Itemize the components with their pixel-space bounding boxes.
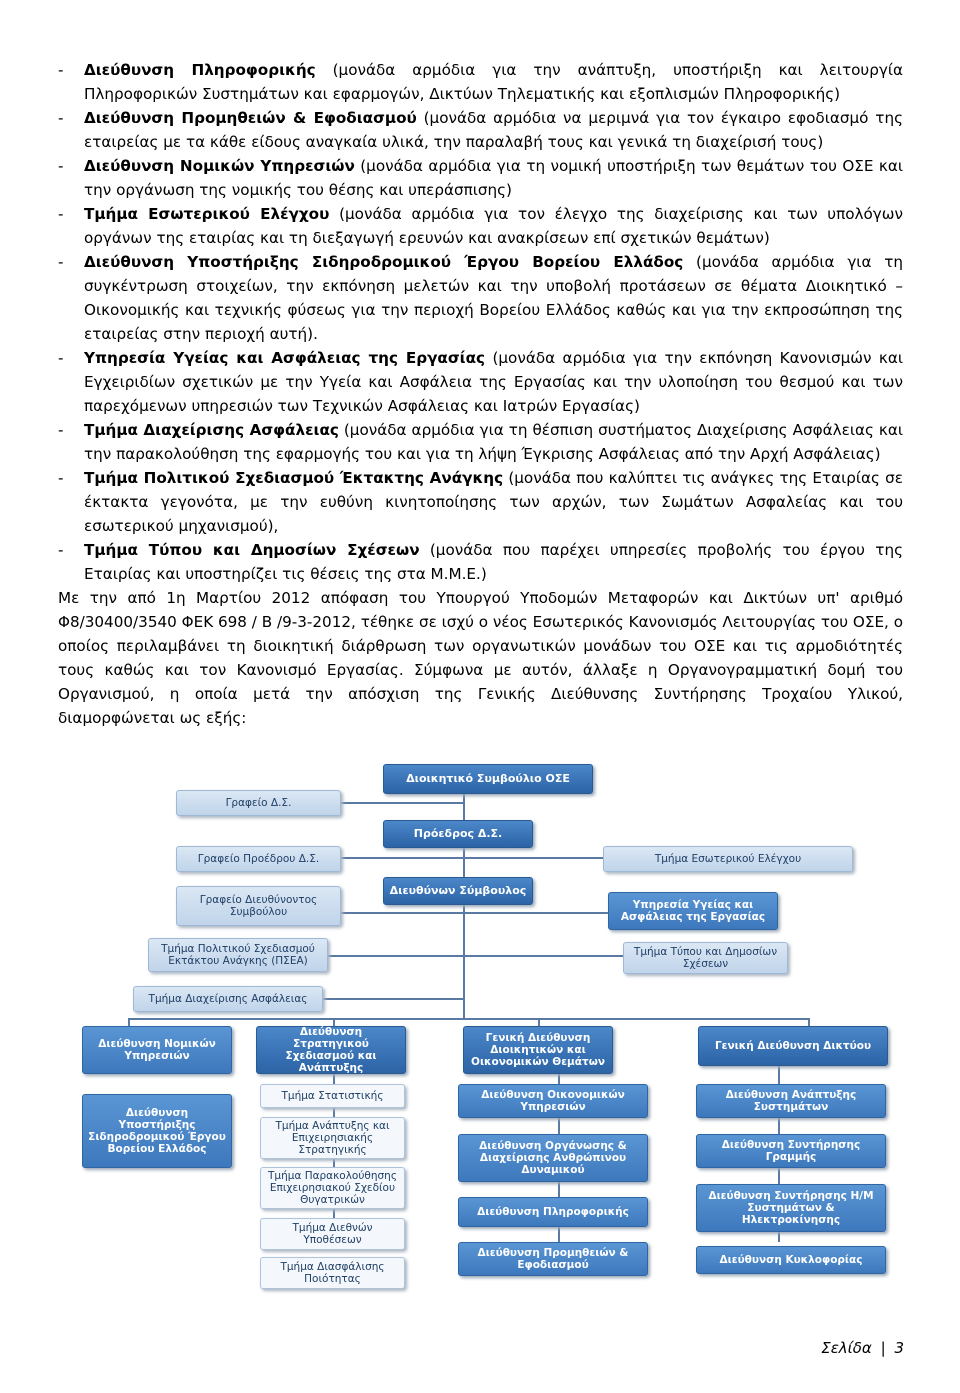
legal-box: Διεύθυνση Νομικών Υπηρεσιών [82, 1026, 232, 1074]
footer-label: Σελίδα [821, 1339, 872, 1357]
list-item: - Διεύθυνση Υποστήριξης Σιδηροδρομικού Έργου Βορείου Ελλάδος (μονάδα αρμόδια για τη συγκέντρωση στοιχείων, την εκπόνηση μελετών και την υποβολή προτάσεων σε θέματα Διοικητικό – Οικονομικής και τεχνικής φύσεως για την περιοχή Βορείου Ελλάδος καθώς και για την εκπροσώπηση της εταιρείας στην περιοχή αυτή). [58, 253, 903, 343]
safety-mgmt-box: Τμήμα Διαχείρισης Ασφάλειας [133, 986, 323, 1012]
footer-separator: | [880, 1339, 886, 1357]
ceo-office-box: Γραφείο Διευθύνοντος Συμβούλου [176, 886, 341, 926]
list-item: - Διεύθυνση Νομικών Υπηρεσιών (μονάδα αρμόδια για τη νομική υποστήριξη των θεμάτων του ΟΣΕ και την οργάνωση της νομικής του θέσης και υπεράσπισης) [58, 157, 903, 199]
network-unit-box: Διεύθυνση Συντήρησης Η/Μ Συστημάτων & Ηλεκτροκίνησης [696, 1184, 886, 1232]
strategic-unit-box: Τμήμα Ανάπτυξης και Επιχειρησιακής Στρατηγικής [260, 1117, 405, 1159]
network-unit-box: Διεύθυνση Κυκλοφορίας [696, 1246, 886, 1274]
civil-emergency-box: Τμήμα Πολιτικού Σχεδιασμού Εκτάκτου Ανάγκης (ΠΣΕΑ) [148, 938, 328, 972]
list-item: - Τμήμα Πολιτικού Σχεδιασμού Έκτακτης Ανάγκης (μονάδα που καλύπτει τις ανάγκες της Εταιρίας σε έκτακτα γεγονότα, με την ευθύνη κινητοποίησης των αρχών, των Σωμάτων Ασφαλείας και του εσωτερικού μηχανισμού), [58, 469, 904, 535]
chairman-box: Πρόεδρος Δ.Σ. [383, 820, 533, 848]
health-safety-box: Υπηρεσία Υγείας και Ασφάλειας της Εργασίας [608, 892, 778, 930]
board-office-box: Γραφείο Δ.Σ. [176, 790, 341, 816]
org-chart [78, 762, 908, 1285]
press-box: Τμήμα Τύπου και Δημοσίων Σχέσεων [623, 942, 788, 974]
ceo-box: Διευθύνων Σύμβουλος [383, 877, 533, 905]
north-support-box: Διεύθυνση Υποστήριξης Σιδηροδρομικού Έργου Βορείου Ελλάδος [82, 1094, 232, 1168]
chairman-office-box: Γραφείο Προέδρου Δ.Σ. [176, 846, 341, 872]
strategic-unit-box: Τμήμα Διασφάλισης Ποιότητας [260, 1257, 405, 1289]
board-box: Διοικητικό Συμβούλιο ΟΣΕ [383, 764, 593, 794]
admin-unit-box: Διεύθυνση Οργάνωσης & Διαχείρισης Ανθρώπινου Δυναμικού [458, 1134, 648, 1182]
connector-line [465, 857, 625, 859]
list-item: - Διεύθυνση Πληροφορικής (μονάδα αρμόδια για την ανάπτυξη, υποστήριξη και λειτουργία Πληροφορικών Συστημάτων και εφαρμογών, Δικτύων Τηλεματικής και εξοπλισμών Πληροφορικής) [58, 61, 903, 103]
list-item: - Διεύθυνση Προμηθειών & Εφοδιασμού (μονάδα αρμόδια να μεριμνά για τον έγκαιρο εφοδιασμό της εταιρείας με τα κάθε είδους αναγκαία υλικά, την παραλαβή τους και γενικά τη διαχείρισή τους) [58, 109, 903, 151]
list-item: - Τμήμα Εσωτερικού Ελέγχου (μονάδα αρμόδια για τον έλεγχο της διαχείρισης και των υπολόγων οργάνων της εταιρίας και τη διεξαγωγή ερευνών και ανακρίσεων επί σχετικών θεμάτων) [58, 205, 903, 247]
admin-unit-box: Διεύθυνση Πληροφορικής [458, 1197, 648, 1227]
internal-audit-box: Τμήμα Εσωτερικού Ελέγχου [603, 846, 853, 872]
strategic-unit-box: Τμήμα Στατιστικής [260, 1084, 405, 1108]
admin-unit-box: Διεύθυνση Οικονομικών Υπηρεσιών [458, 1084, 648, 1118]
body-paragraph: Με την από 1η Μαρτίου 2012 απόφαση του Υπουργού Υποδομών Μεταφορών και Δικτύων υπ' αριθμό Φ8/30400/3540 ΦΕΚ 698 / Β /9-3-2012, τέθηκε σε ισχύ ο νέος Εσωτερικός Κανονισμός Λειτουργίας του ΟΣΕ, ο οποίος περιλαμβάνει τη διοικητική διάρθρωση των οργανωτικών μονάδων του ΟΣΕ και τις αρμοδιότητές τους καθώς και τον Κανονισμό Εργασίας. Σύμφωνα με αυτόν, άλλαξε η Οργανογραμματική δομή του Οργανισμού, η οποία μετά την απόσχιση της Γενικής Διεύθυνσης Συντήρησης Τροχαίου Υλικού, διαμορφώνεται ως εξής: [58, 589, 903, 727]
list-item: - Τμήμα Διαχείρισης Ασφάλειας (μονάδα αρμόδια για τη θέσπιση συστήματος Διαχείρισης Ασφάλειας και την παρακολούθηση της εφαρμογής του και για τη λήψη Έγκρισης Ασφάλειας από την Αρχή Ασφάλειας) [58, 421, 903, 463]
network-unit-box: Διεύθυνση Ανάπτυξης Συστημάτων [696, 1084, 886, 1118]
admin-finance-box: Γενική Διεύθυνση Διοικητικών και Οικονομικών Θεμάτων [463, 1026, 613, 1074]
strategic-box: Διεύθυνση Στρατηγικού Σχεδιασμού και Ανάπτυξης [256, 1026, 406, 1074]
page-number: 3 [894, 1339, 904, 1357]
admin-unit-box: Διεύθυνση Προμηθειών & Εφοδιασμού [458, 1242, 648, 1276]
connector-line [465, 912, 625, 914]
network-box: Γενική Διεύθυνση Δικτύου [698, 1026, 888, 1066]
document-text [58, 58, 903, 730]
network-unit-box: Διεύθυνση Συντήρησης Γραμμής [696, 1134, 886, 1168]
list-item: - Υπηρεσία Υγείας και Ασφάλειας της Εργασίας (μονάδα αρμόδια για την εκπόνηση Κανονισμών και Εγχειριδίων σχετικών με την Υγεία και Ασφάλεια της Εργασίας και την υλοποίηση του θεσμού και των παρεχόμενων υπηρεσιών των Τεχνικών Ασφάλειας και Ιατρών Εργασίας) [58, 349, 903, 415]
strategic-unit-box: Τμήμα Διεθνών Υποθέσεων [260, 1218, 405, 1250]
list-item: - Τμήμα Τύπου και Δημοσίων Σχέσεων (μονάδα που παρέχει υπηρεσίες προβολής του έργου της Εταιρίας και υποστηρίζει τις θέσεις της στα Μ.Μ.Ε.) [58, 541, 903, 583]
page-footer [821, 1339, 904, 1357]
connector-line [128, 1018, 808, 1020]
connector-line [465, 955, 625, 957]
strategic-unit-box: Τμήμα Παρακολούθησης Επιχειρησιακού Σχεδίου Θυγατρικών [260, 1167, 405, 1209]
